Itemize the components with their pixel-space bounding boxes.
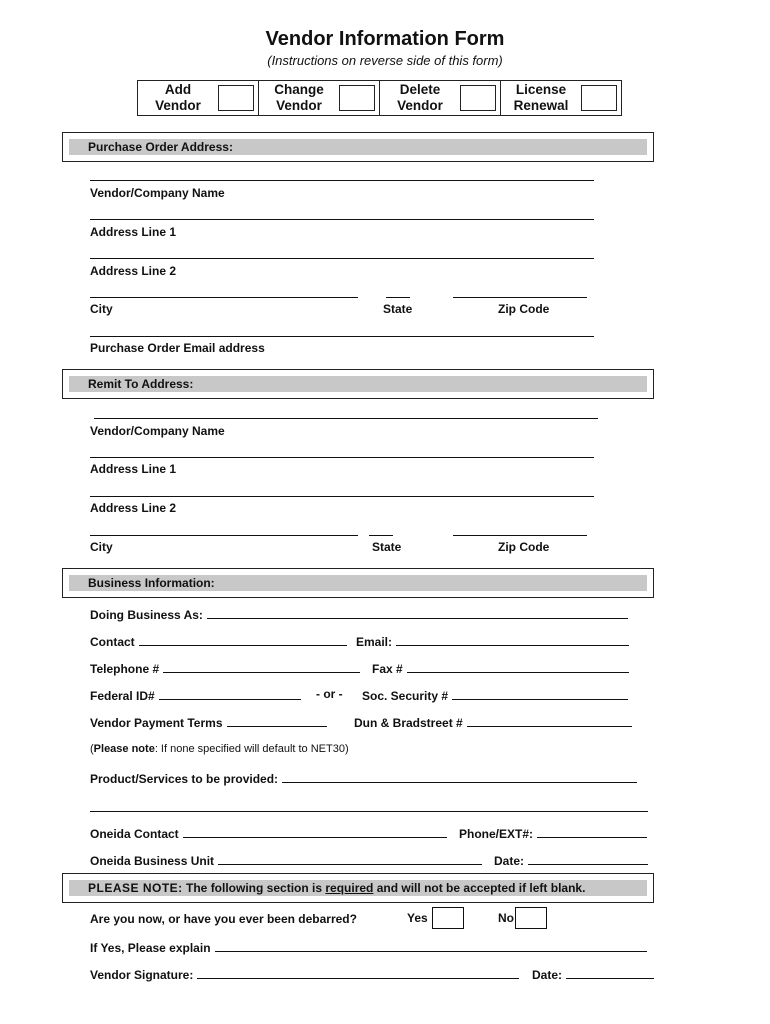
email-field[interactable]	[396, 633, 629, 646]
products-row	[90, 770, 637, 786]
po-address1-label: Address Line 1	[90, 225, 177, 239]
business-date-label: Date:	[494, 854, 525, 868]
duns-label: Dun & Bradstreet #	[354, 716, 463, 730]
ssn-row	[362, 687, 628, 703]
business-info-heading	[62, 568, 654, 598]
remit-city-label: City	[90, 540, 113, 554]
po-city-label: City	[90, 302, 113, 316]
remit-to-heading	[62, 369, 654, 399]
federal-id-row	[90, 687, 301, 703]
remit-zip-label: Zip Code	[498, 540, 550, 554]
delete-vendor-checkbox[interactable]	[460, 85, 496, 111]
explain-field[interactable]	[215, 939, 647, 952]
phone-ext-field[interactable]	[537, 825, 647, 838]
contact-row	[90, 633, 347, 649]
action-change-vendor	[258, 81, 379, 115]
ssn-label: Soc. Security #	[362, 689, 449, 703]
remit-address2-label: Address Line 2	[90, 501, 177, 515]
form-title: Vendor Information Form	[265, 28, 505, 50]
remit-zip-field[interactable]	[453, 535, 587, 536]
license-renewal-checkbox[interactable]	[581, 85, 617, 111]
remit-city-field[interactable]	[90, 535, 358, 536]
oneida-contact-row	[90, 825, 447, 841]
email-label: Email:	[356, 635, 393, 649]
signature-date-label: Date:	[532, 968, 563, 982]
po-state-field[interactable]	[386, 297, 410, 298]
telephone-row	[90, 660, 360, 676]
fax-label: Fax #	[372, 662, 403, 676]
products-field[interactable]	[282, 770, 637, 783]
phone-ext-label: Phone/EXT#:	[459, 827, 534, 841]
purchase-order-heading-text: Purchase Order Address:	[88, 140, 233, 154]
license-renewal-label: License Renewal	[513, 82, 569, 113]
debarred-no-checkbox[interactable]	[515, 907, 547, 929]
payment-terms-note: (Please note: If none specified will default to NET30)	[90, 743, 349, 755]
business-info-heading-text: Business Information:	[88, 576, 215, 590]
contact-field[interactable]	[139, 633, 347, 646]
remit-address1-field[interactable]	[90, 457, 594, 458]
debarment-heading-text: PLEASE NOTE: The following section is required and will not be accepted if left blank.	[88, 881, 586, 895]
dba-row	[90, 606, 628, 622]
po-email-label: Purchase Order Email address	[90, 341, 265, 355]
oneida-unit-row	[90, 852, 482, 868]
debarred-no-row	[498, 907, 547, 929]
business-date-field[interactable]	[528, 852, 648, 865]
payment-terms-label: Vendor Payment Terms	[90, 716, 223, 730]
federal-id-field[interactable]	[159, 687, 301, 700]
po-email-field[interactable]	[90, 336, 594, 337]
signature-row	[90, 966, 519, 982]
oneida-contact-field[interactable]	[183, 825, 447, 838]
or-separator: - or -	[316, 687, 343, 701]
payment-terms-row	[90, 714, 327, 730]
debarment-heading	[62, 873, 654, 903]
payment-terms-field[interactable]	[227, 714, 327, 727]
po-vendor-name-label: Vendor/Company Name	[90, 186, 225, 200]
po-zip-label: Zip Code	[498, 302, 550, 316]
fax-row	[372, 660, 629, 676]
remit-address2-field[interactable]	[90, 496, 594, 497]
dba-label: Doing Business As:	[90, 608, 203, 622]
remit-state-field[interactable]	[369, 535, 393, 536]
remit-address1-label: Address Line 1	[90, 462, 177, 476]
oneida-contact-label: Oneida Contact	[90, 827, 179, 841]
action-license-renewal	[500, 81, 621, 115]
signature-date-row	[532, 966, 654, 982]
debarred-no-label: No	[498, 911, 514, 925]
debarred-yes-checkbox[interactable]	[432, 907, 464, 929]
products-field-line2[interactable]	[90, 811, 648, 812]
add-vendor-label: Add Vendor	[155, 82, 201, 113]
contact-label: Contact	[90, 635, 135, 649]
telephone-field[interactable]	[163, 660, 360, 673]
delete-vendor-label: Delete Vendor	[397, 82, 443, 113]
signature-field[interactable]	[197, 966, 519, 979]
phone-ext-row	[459, 825, 647, 841]
action-delete-vendor	[379, 81, 500, 115]
action-type-row	[137, 80, 622, 116]
add-vendor-checkbox[interactable]	[218, 85, 254, 111]
explain-label: If Yes, Please explain	[90, 941, 211, 955]
federal-id-label: Federal ID#	[90, 689, 155, 703]
po-address1-field[interactable]	[90, 219, 594, 220]
products-label: Product/Services to be provided:	[90, 772, 279, 786]
business-date-row	[494, 852, 648, 868]
change-vendor-label: Change Vendor	[274, 82, 324, 113]
fax-field[interactable]	[407, 660, 629, 673]
po-zip-field[interactable]	[453, 297, 587, 298]
po-address2-label: Address Line 2	[90, 264, 177, 278]
purchase-order-heading	[62, 132, 654, 162]
remit-vendor-name-field[interactable]	[94, 418, 598, 419]
debarred-yes-label: Yes	[407, 911, 428, 925]
po-address2-field[interactable]	[90, 258, 594, 259]
po-vendor-name-field[interactable]	[90, 180, 594, 181]
telephone-label: Telephone #	[90, 662, 160, 676]
explain-row	[90, 939, 647, 955]
ssn-field[interactable]	[452, 687, 628, 700]
oneida-unit-label: Oneida Business Unit	[90, 854, 215, 868]
change-vendor-checkbox[interactable]	[339, 85, 375, 111]
po-city-field[interactable]	[90, 297, 358, 298]
remit-state-label: State	[372, 540, 402, 554]
form-subtitle: (Instructions on reverse side of this form)	[267, 53, 503, 68]
signature-label: Vendor Signature:	[90, 968, 194, 982]
duns-row	[354, 714, 632, 730]
email-row	[356, 633, 629, 649]
remit-vendor-name-label: Vendor/Company Name	[90, 424, 225, 438]
action-add-vendor	[138, 81, 258, 115]
remit-to-heading-text: Remit To Address:	[88, 377, 194, 391]
oneida-unit-field[interactable]	[218, 852, 482, 865]
debarred-yes-row	[407, 907, 464, 929]
duns-field[interactable]	[467, 714, 632, 727]
debarred-question: Are you now, or have you ever been debarred?	[90, 912, 357, 926]
po-state-label: State	[383, 302, 413, 316]
dba-field[interactable]	[207, 606, 628, 619]
signature-date-field[interactable]	[566, 966, 654, 979]
